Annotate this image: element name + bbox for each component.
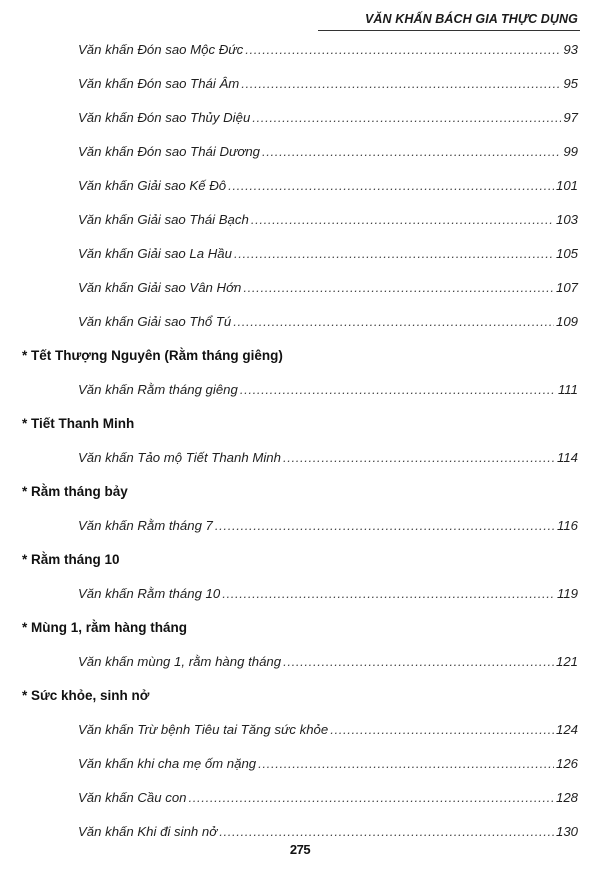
toc-entry-title: Văn khấn Rằm tháng 7 — [78, 518, 213, 533]
toc-entry-page: 124 — [555, 722, 578, 737]
toc-entry-title: Văn khấn Khi đi sinh nở — [78, 824, 218, 839]
toc-entry-page: 97 — [563, 110, 578, 125]
dot-leader — [283, 654, 554, 669]
toc-entry-title: Văn khấn Giải sao Kế Đô — [78, 178, 227, 193]
toc-entry-page: 105 — [555, 246, 578, 261]
toc-entry-title: Văn khấn Trừ bệnh Tiêu tai Tăng sức khỏe — [78, 722, 329, 737]
toc-section-heading: * Rằm tháng 10 — [22, 552, 120, 567]
toc-entry[interactable] — [0, 586, 600, 606]
dot-leader — [233, 314, 554, 329]
toc-entry-title: Văn khấn Giải sao Thổ Tú — [78, 314, 232, 329]
toc-entry[interactable] — [0, 212, 600, 232]
toc-entry-title: Văn khấn Rằm tháng 10 — [78, 586, 221, 601]
toc-entry-title: Văn khấn Đón sao Thái Dương — [78, 144, 261, 159]
toc-entry-title: Văn khấn Đón sao Thái Âm — [78, 76, 240, 91]
toc-entry-title: Văn khấn Đón sao Mộc Đức — [78, 42, 244, 57]
dot-leader — [234, 246, 554, 261]
toc-section-heading: * Sức khỏe, sinh nở — [22, 688, 150, 703]
toc-entry[interactable] — [0, 76, 600, 96]
toc-entry-page: 99 — [563, 144, 578, 159]
toc-entry-page: 128 — [555, 790, 578, 805]
toc-entry-title: Văn khấn Giải sao Thái Bạch — [78, 212, 249, 227]
toc-entry-page: 121 — [555, 654, 578, 669]
toc-entry-page: 116 — [556, 518, 578, 533]
page-number: 275 — [289, 842, 311, 857]
toc-entry-title: Văn khấn Rằm tháng giêng — [78, 382, 238, 397]
dot-leader — [252, 110, 561, 125]
dot-leader — [330, 722, 554, 737]
toc-entry[interactable] — [0, 756, 600, 776]
dot-leader — [243, 280, 554, 295]
toc-entry[interactable] — [0, 144, 600, 164]
dot-leader — [228, 178, 554, 193]
toc-entry-title: Văn khấn khi cha mẹ ốm nặng — [78, 756, 257, 771]
toc-entry[interactable] — [0, 314, 600, 334]
dot-leader — [251, 212, 554, 227]
toc-entry[interactable] — [0, 246, 600, 266]
toc-entry-page: 107 — [555, 280, 578, 295]
toc-entry[interactable] — [0, 450, 600, 470]
toc-entry-page: 130 — [555, 824, 578, 839]
toc-section-heading: * Tiết Thanh Minh — [22, 416, 135, 431]
toc-entry[interactable] — [0, 654, 600, 674]
toc-entry[interactable] — [0, 178, 600, 198]
dot-leader — [215, 518, 555, 533]
toc-entry-page: 109 — [555, 314, 578, 329]
toc-entry-title: Văn khấn Đón sao Thủy Diệu — [78, 110, 251, 125]
toc-entry[interactable] — [0, 280, 600, 300]
toc-entry[interactable] — [0, 824, 600, 844]
toc-entry[interactable] — [0, 518, 600, 538]
toc-entry[interactable] — [0, 110, 600, 130]
toc-entry-page: 114 — [556, 450, 578, 465]
toc-entry-title: Văn khấn Cầu con — [78, 790, 187, 805]
toc-section-heading: * Mùng 1, rằm hàng tháng — [22, 620, 188, 635]
toc-entry-page: 103 — [555, 212, 578, 227]
dot-leader — [189, 790, 554, 805]
toc-entry[interactable] — [0, 382, 600, 402]
toc-entry-page: 111 — [557, 382, 578, 397]
toc-entry[interactable] — [0, 722, 600, 742]
running-header: VĂN KHẤN BÁCH GIA THỰC DỤNG — [364, 12, 578, 26]
toc-entry[interactable] — [0, 42, 600, 62]
dot-leader — [283, 450, 555, 465]
toc-entry-page: 93 — [563, 42, 578, 57]
toc-entry-title: Văn khấn Giải sao La Hầu — [78, 246, 232, 261]
toc-entry-title: Văn khấn Tảo mộ Tiết Thanh Minh — [78, 450, 281, 465]
toc-entry-page: 101 — [555, 178, 578, 193]
dot-leader — [245, 42, 561, 57]
dot-leader — [222, 586, 555, 601]
toc-entry-title: Văn khấn Giải sao Vân Hớn — [78, 280, 242, 295]
dot-leader — [240, 382, 556, 397]
toc-section-heading: * Rằm tháng bảy — [22, 484, 128, 499]
toc-entry-page: 119 — [556, 586, 578, 601]
dot-leader — [258, 756, 554, 771]
toc-entry[interactable] — [0, 790, 600, 810]
dot-leader — [241, 76, 561, 91]
dot-leader — [262, 144, 561, 159]
toc-entry-page: 126 — [555, 756, 578, 771]
toc-entry-page: 95 — [563, 76, 578, 91]
dot-leader — [219, 824, 554, 839]
toc-entry-title: Văn khấn mùng 1, rằm hàng tháng — [78, 654, 282, 669]
toc-section-heading: * Tết Thượng Nguyên (Rằm tháng giêng) — [22, 348, 283, 363]
